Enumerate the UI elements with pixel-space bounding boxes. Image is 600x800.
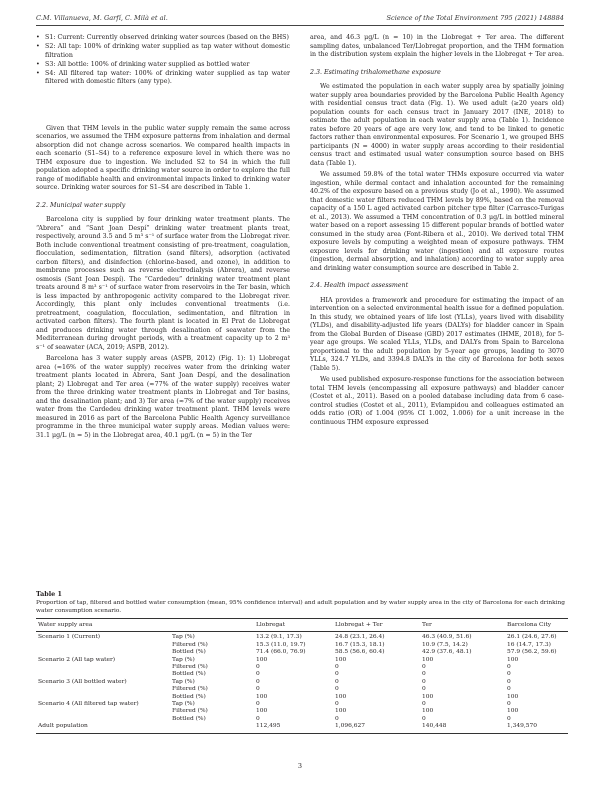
table-cell: Filtered (%) [172,641,208,648]
table-cell: 0 [335,686,339,693]
table-cell [36,694,170,701]
table-row [36,716,568,723]
table-cell: 0 [335,664,339,671]
table-cell: 100 [335,708,347,715]
table-cell: 0 [422,664,426,671]
table-row [36,679,568,686]
table-cell: 46.3 (40.9, 51.6) [422,634,472,641]
table-header-cell [170,619,254,632]
table-cell: 100 [335,693,347,700]
table-cell: Scenario 2 (All tap water) [38,656,116,663]
table-cell: 1,096,627 [333,723,420,733]
table-cell: Filtered (%) [172,664,208,671]
table-cell: Bottled (%) [172,649,206,656]
table-cell [36,671,170,678]
section-heading-2-3: 2.3. Estimating trihalomethane exposure [310,68,441,76]
table-cell: 16 (14.7, 17.3) [507,641,551,648]
table-cell: 10.9 (7.5, 14.2) [422,641,468,648]
table-caption: Proportion of tap, filtered and bottled water consumption (mean, 95% confidence interval) and adult population and by water supply area in the city of Barcelona for each drinking water consumption scenario. [36,600,565,614]
table-row [36,694,568,701]
table-cell: Tap (%) [172,656,195,663]
table-cell: 0 [256,715,260,722]
table-cell: Bottled (%) [172,693,206,700]
scenario-item: • S1: Current: Currently observed drinking water sources (based on the BHS) [36,34,290,43]
table-cell: 100 [422,708,434,715]
table-title: Table 1 [36,590,62,598]
table-cell: 0 [335,701,339,708]
table-cell: 100 [507,656,519,663]
table-row [36,708,568,715]
paragraph: Given that THM levels in the public water supply remain the same across scenarios, we assumed the THM exposure patterns from inhalation and dermal absorption did not change across scenarios. We compared health impacts in each scenario (S1–S4) to a reference exposure level in which there was no THM exposure due to ingestion. We included S2 to S4 in which the full population adopted a specific drinking water source in order to explore the full range of modifiable health and environmental impacts linked to drinking water source. Drinking water sources for S1–S4 are described in Table 1. [36,124,290,191]
paragraph: HIA provides a framework and procedure for estimating the impact of an intervention on a selected environmental health issue for a defined population. In this study, we obtained years of life lost (YLLs), years lived with disability (YLDs), and disability-adjusted life years (DALYs) for bladder cancer in Spain from the Global Burden of Disease (GBD) 2017 estimates (IHME, 2018), for 5-year age groups. We scaled YLLs, YLDs, and DALYs from Spain to Barcelona proportional to the adult population by 5-year age groups, leading to 3070 YLLs, 324.7 YLDs, and 3394.8 DALYs in the city of Barcelona for both sexes (Table 5). [310,296,564,372]
table-cell: 0 [256,686,260,693]
table-cell: 58.5 (56.6, 60.4) [335,649,385,656]
table-cell: 57.9 (56.2, 59.6) [507,649,557,656]
paragraph: area, and 46.3 μg/L (n = 10) in the Llobregat + Ter area. The different sampling dates, unbalanced Ter/Llobregat proportion, and the THM formation in the distribution system explain the higher levels in the Llobregat + Ter area. [310,34,564,58]
table-cell [36,642,170,649]
table-cell: 0 [507,671,511,678]
table-cell [36,716,170,723]
table-header-cell: Ter [420,619,505,632]
table-cell: 0 [422,671,426,678]
table-cell: 100 [256,708,268,715]
scenario-list [36,34,290,87]
table-cell: 100 [335,656,347,663]
table-cell: 0 [422,686,426,693]
table-header-cell: Llobregat + Ter [333,619,420,632]
table-row [36,723,568,733]
table-cell: 16.7 (15.3, 18.1) [335,641,385,648]
table-row [36,657,568,664]
table-row [36,664,568,671]
scenario-item: • S4: All filtered tap water: 100% of drinking water supplied as tap water filtered with domestic filters (any type). [36,70,290,87]
left-column [36,34,290,443]
table-header-cell: Llobregat [254,619,333,632]
section-heading-2-2: 2.2. Municipal water supply [36,201,126,209]
table-row [36,671,568,678]
header-divider [36,25,564,26]
table-cell: 0 [507,701,511,708]
right-column [310,34,564,430]
running-header-journal: Science of the Total Environment 795 (2021) 148884 [386,14,564,22]
table-cell: 1,349,570 [505,723,568,733]
table-cell: 0 [422,678,426,685]
table-cell: 100 [422,693,434,700]
table-cell [36,708,170,715]
table-cell: 0 [335,671,339,678]
table-cell: 100 [256,693,268,700]
table-cell [36,664,170,671]
table-cell: 0 [507,664,511,671]
table-cell: 140,448 [420,723,505,733]
table-cell: 0 [422,715,426,722]
table-cell: 0 [507,715,511,722]
table-row [36,701,568,708]
table-row [36,686,568,693]
table-cell: 71.4 (66.0, 76.9) [256,649,306,656]
table-cell: 100 [507,708,519,715]
table-cell: 42.9 (37.6, 48.1) [422,649,472,656]
scenario-item: • S3: All bottle: 100% of drinking water supplied as bottled water [36,61,290,70]
paragraph: We assumed 59.8% of the total water THMs exposure occurred via water ingestion, while dermal contact and inhalation accounted for the remaining 40.2% of the exposure based on a previous study (Jo et al., 1990). We assumed that domestic water filters reduced THM levels by 89%, based on the removal capacity of a 150 L aged activated carbon pitcher type filter (Carrasco-Turigas et al., 2013). We assumed a THM concentration of 0.3 μg/L in bottled mineral water based on a report assessing 15 different popular brands of bottled water consumed in the study area (Font-Ribera et al., 2010). We derived total THM exposure levels by computing a weighted mean of exposure pathways. THM exposure levels for drinking water (ingestion) and all exposure routes (ingestion, dermal absorption, and inhalation) according to water supply area and drinking water consumption source are described in Table 2. [310,171,564,272]
table-cell: 26.1 (24.6, 27.6) [507,634,557,641]
table-cell [170,723,254,733]
scenario-item: • S2: All tap: 100% of drinking water supplied as tap water without domestic filtration [36,43,290,60]
table-cell: 100 [256,656,268,663]
table-cell: 100 [507,693,519,700]
table-cell: 100 [422,656,434,663]
table-cell: Bottled (%) [172,715,206,722]
table-cell: 112,495 [254,723,333,733]
table-cell: 0 [335,678,339,685]
table-row [36,649,568,656]
table-cell: Bottled (%) [172,671,206,678]
table-row [36,632,568,642]
table-cell: 13.2 (9.1, 17.3) [256,634,302,641]
paragraph: Barcelona has 3 water supply areas (ASPB, 2012) (Fig. 1): 1) Llobregat area (≈16% of the water supply) receives water from the drinking water treatment plants located in Abrera, Sant Joan Despí, and the desalination plant; 2) Llobregat and Ter area (≈77% of the water supply) receives water from the three drinking water treatment plants in Llobregat and Ter basins, and the desalination plant; and 3) Ter area (≈7% of the water supply) receives water from the Cardedeu drinking water treatment plant. THM levels were measured in 2016 as part of the Barcelona Public Health Agency surveillance programme in the three municipal water supply areas. Median values were: 31.1 μg/L (n = 5) in the Llobregat area, 40.1 μg/L (n = 5) in the Ter [36,355,290,439]
table-cell: 0 [256,671,260,678]
table-cell: Filtered (%) [172,708,208,715]
water-consumption-table [36,618,568,734]
page-number: 3 [297,762,303,770]
table-cell: Scenario 4 (All filtered tap water) [38,701,139,708]
paragraph: We used published exposure-response functions for the association between total THM levels (encompassing all exposure pathways) and bladder cancer (Costet et al., 2011). Based on a pooled database including data from 6 case-control studies (Costet et al., 2011), Evlampidou and colleagues estimated an odds ratio (OR) of 1.004 (95% CI 1.002, 1.006) for a unit increase in the continuous THM exposure expressed [310,376,564,426]
table-header-cell: Barcelona City [505,619,568,632]
table-header-cell: Water supply area [36,619,170,632]
running-header-authors: C.M. Villanueva, M. Garfí, C. Milà et al. [36,14,168,22]
table-cell: Scenario 3 (All bottled water) [38,678,127,685]
table-cell: 0 [507,678,511,685]
table-cell: Filtered (%) [172,686,208,693]
table-cell: 0 [335,715,339,722]
table-cell: 0 [422,701,426,708]
table-cell: 15.3 (11.0, 19.7) [256,641,306,648]
paragraph: Barcelona city is supplied by four drinking water treatment plants. The “Abrera” and “Sant Joan Despí” drinking water treatment plants treat, respectively, around 3.5 and 5 m³ s⁻¹ of surface water from the Llobregat river. Both include conventional treatment consisting of pre-treatment, coagulation, flocculation, sedimentation, filtration (sand filters), adsorption (activated carbon filters), and disinfection (chlorine-based, and ozone), in addition to membrane processes such as reverse electrodialysis (Abrera), and reverse osmosis (Sant Joan Despí). The “Cardedeu” drinking water treatment plant treats around 8 m³ s⁻¹ of surface water from reservoirs in the Ter basin, which is less impacted by anthropogenic activity compared to the Llobregat river. Accordingly, this plant only includes conventional treatments (i.e. pretreatment, coagulation, flocculation, sedimentation, and filtration in activated carbon filters). The fourth plant is located in El Prat de Llobregat and produces drinking water through desalination of seawater from the Mediterranean during drought periods, with a treatment capacity up to 2 m³ s⁻¹ of seawater (ACA, 2019; ASPB, 2012). [36,216,290,351]
table-cell: 0 [256,701,260,708]
table-cell: Tap (%) [172,701,195,708]
table-cell: 0 [256,664,260,671]
table-cell: Scenario 1 (Current) [38,634,101,641]
table-cell: Tap (%) [172,634,195,641]
table-cell: 0 [256,678,260,685]
section-heading-2-4: 2.4. Health impact assessment [310,282,409,289]
table-cell: 0 [507,686,511,693]
table-header-row [36,619,568,632]
table-cell [36,649,170,656]
table-cell: 24.8 (23.1, 26.4) [335,634,385,641]
table-cell: Adult population [36,723,170,733]
table-cell: Tap (%) [172,678,195,685]
table-cell [36,686,170,693]
paragraph: We estimated the population in each water supply area by spatially joining water supply area boundaries provided by the Barcelona Public Health Agency with residential census tract data (Fig. 1). We used adult (≥20 years old) population counts for each census tract in January 2017 (INE, 2018) to estimate the adult population in each water supply area (Table 1). Incidence rates before 20 years of age are very low, and tend to be linked to genetic factors rather than environmental exposures. For Scenario 1, we grouped BHS participants (N = 4000) in water supply areas according to their residential census tract and estimated usual water consumption source based on BHS data (Table 1). [310,83,564,167]
